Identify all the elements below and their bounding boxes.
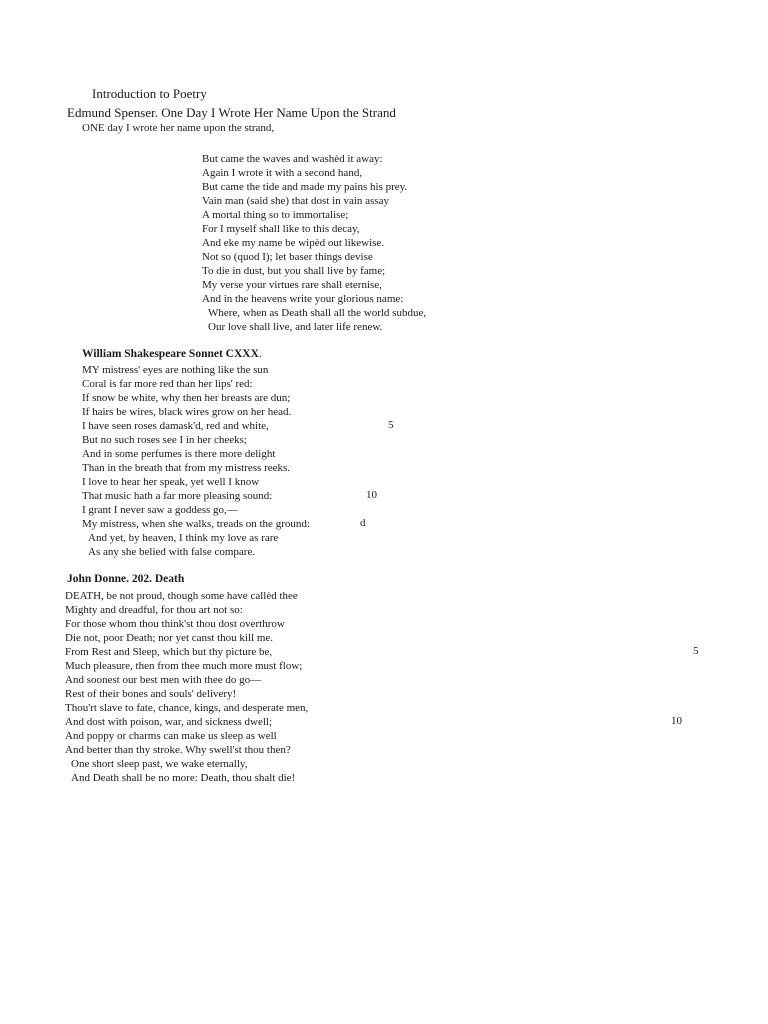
poem-line: Die not, poor Death; nor yet canst thou kill me. [65,632,274,644]
poem-line: As any she belied with false compare. [88,546,256,558]
poem-line: Vain man (said she) that dost in vain assay [202,195,389,207]
poem-line: And eke my name be wipèd out likewise. [202,237,385,249]
poem-line: A mortal thing so to immortalise; [202,209,349,221]
poem-line: Than in the breath that from my mistress reeks. [82,462,291,474]
poem-line: For I myself shall like to this decay, [202,223,360,235]
poem-line: Where, when as Death shall all the world subdue, [208,307,427,319]
poem-line: Coral is far more red than her lips' red: [82,378,253,390]
poem-line: Not so (quod I); let baser things devise [202,251,373,263]
poem-line: If snow be white, why then her breasts are dun; [82,392,291,404]
poem-line: My mistress, when she walks, treads on the ground: [82,518,310,530]
spenser-stanza [202,152,426,334]
poem-line: Thou'rt slave to fate, chance, kings, and desperate men, [65,702,309,714]
poem-line: I have seen roses damask'd, red and white, [82,420,269,432]
poem-line: MY mistress' eyes are nothing like the sun [82,364,269,376]
poem-line: My verse your virtues rare shall eternise, [202,279,382,291]
poem-line: For those whom thou think'st thou dost overthrow [65,618,285,630]
spenser-first-line: ONE day I wrote her name upon the strand, [82,122,275,134]
poem-line: To die in dust, but you shall live by fame; [202,265,386,277]
line-number: 5 [388,419,394,431]
poem-line: Mighty and dreadful, for thou art not so: [65,604,243,616]
poem-line: And poppy or charms can make us sleep as well [65,730,277,742]
spenser-heading: Edmund Spenser. One Day I Wrote Her Name Upon the Strand [67,105,396,120]
poem-line: And dost with poison, war, and sickness dwell; [65,716,273,728]
donne-heading: John Donne. 202. Death [67,573,185,585]
poem-line: I love to hear her speak, yet well I know [82,476,260,488]
poem-line: Much pleasure, then from thee much more must flow; [65,660,303,672]
poem-line: And in the heavens write your glorious name: [202,293,404,305]
poem-line: From Rest and Sleep, which but thy picture be, [65,646,273,658]
page-title: Introduction to Poetry [92,86,207,101]
poem-line: But came the waves and washèd it away: [202,153,383,165]
poem-line: DEATH, be not proud, though some have callèd thee [65,590,298,602]
poem-line: And soonest our best men with thee do go— [65,674,262,686]
poem-line: Again I wrote it with a second hand, [202,167,363,179]
poem-line: I grant I never saw a goddess go,— [82,504,238,516]
shakespeare-heading-wrap [82,348,262,360]
poem-line: That music hath a far more pleasing sound: [82,490,273,502]
poem-line: But came the tide and made my pains his prey. [202,181,408,193]
shakespeare-heading: William Shakespeare Sonnet CXXX [82,348,259,360]
shakespeare-sonnet [82,363,310,559]
poem-line: If hairs be wires, black wires grow on her head. [82,406,292,418]
line-number: 10 [671,715,682,727]
poem-line: And yet, by heaven, I think my love as rare [88,532,279,544]
poem-line: And better than thy stroke. Why swell'st thou then? [65,744,291,756]
line-number: 5 [693,645,699,657]
poem-line: Rest of their bones and souls' delivery! [65,688,237,700]
poem-line: And in some perfumes is there more delight [82,448,276,460]
poem-line: Our love shall live, and later life renew. [208,321,383,333]
shakespeare-heading-period: . [258,348,262,360]
line-number: 10 [366,489,377,501]
poem-line: And Death shall be no more: Death, thou shalt die! [71,772,296,784]
stray-mark: d [360,517,366,529]
donne-sonnet [65,589,308,785]
poem-line: One short sleep past, we wake eternally, [71,758,248,770]
poem-line: But no such roses see I in her cheeks; [82,434,247,446]
